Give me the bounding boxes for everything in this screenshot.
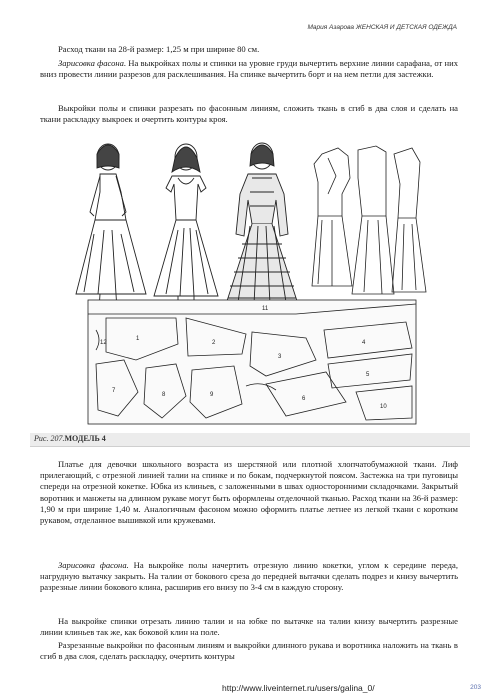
piece-number-11: 11 — [262, 306, 269, 312]
piece-number-3: 3 — [278, 354, 282, 360]
sketch-instructions-2 — [40, 560, 458, 594]
piece-number-1: 1 — [136, 336, 140, 342]
sketch-text-1: На выкройках полы и спинки на уровне груди вычертить верхние линии сарафана, от них вниз провести линии разрезов для расклешивания. На спинке вычертить борт и на нем петли для застежки. — [40, 58, 458, 80]
sketch-lead-1: Зарисовка фасона. — [58, 58, 127, 68]
girl-in-sarafan-figure — [76, 144, 146, 310]
dress-description — [40, 459, 458, 526]
piece-number-6: 6 — [302, 396, 306, 402]
running-header: Мария Азарова ЖЕНСКАЯ И ДЕТСКАЯ ОДЕЖДА — [307, 24, 457, 31]
piece-number-8: 8 — [162, 392, 166, 398]
caption-model: МОДЕЛЬ 4 — [64, 434, 106, 443]
dress-sketches-and-pattern-layout — [66, 134, 441, 428]
body-paragraph-3: На выкройке спинки отрезать линию талии и на юбке по вытачке на талии книзу вычертить разрезные линии клиньев так же, как боковой клин на поле. — [40, 616, 458, 638]
piece-number-12: 12 — [100, 340, 107, 346]
fabric-cutting-layout — [88, 300, 416, 424]
bodice-and-skirt-draft-pieces — [312, 146, 426, 294]
piece-number-5: 5 — [366, 372, 370, 378]
sketch-lead-2: Зарисовка фасона. — [58, 560, 129, 570]
piece-number-10: 10 — [380, 404, 387, 410]
piece-number-9: 9 — [210, 392, 214, 398]
caption-prefix: Рис. 207. — [34, 434, 65, 443]
body-paragraph-1: Платье для девочки школьного возраста из шерстяной или плотной хлопчатобумажной ткани. Лиф прилегающий, с отрезной линией талии на спинке и по бокам, подчеркнутой поясом. Застежка на три пуговицы спереди на отрезной кокетке. Юбка из клиньев, с заложенными в швах односторонними складочками. Закрытый воротник и манжеты на длинном рукаве могут быть оформлены отделочной тканью. Расход ткани на 36-й размер: 1,90 м при ширине 1,40 м. Аналогичным фасоном можно оформить платье летнее из легкой ткани с коротким рукавом, отделанное вышивкой или кружевами. — [40, 459, 458, 526]
layout-instructions — [40, 640, 458, 662]
sketch-instructions-1 — [40, 58, 458, 80]
fabric-consumption-text — [40, 44, 458, 55]
body-paragraph-4: Разрезанные выкройки по фасонным линиям и выкройки длинного рукава и воротника наложить на ткань в сгиб в два слоя, сделать раскладку, очертить контуры — [40, 640, 458, 662]
cutting-instructions-1 — [40, 103, 458, 125]
piece-number-4: 4 — [362, 340, 366, 346]
sketch-text-2: На выкройке полы начертить отрезную линию кокетки, углом к середине переда, нагрудную вытачку закрыть. На талии от бокового среза до передней вытачки сделать подрез и книзу вычертить разрезные линии бокового клина, расширив его внизу по 3-4 см в каждую сторону. — [40, 560, 458, 593]
figure-caption-bar — [30, 433, 470, 447]
piece-number-2: 2 — [212, 340, 216, 346]
girl-in-plaid-dress-figure — [226, 143, 298, 320]
girl-in-short-sleeve-dress-figure — [154, 144, 218, 312]
top-paragraph-1: Расход ткани на 28-й размер: 1,25 м при ширине 80 см. — [58, 44, 260, 54]
top-paragraph-3: Выкройки полы и спинки разрезать по фасонным линиям, сложить ткань в сгиб в два слоя и сделать на ткани раскладку выкроек и очертить контуры кроя. — [40, 103, 458, 125]
page-number: 203 — [470, 684, 481, 691]
back-pattern-instructions — [40, 616, 458, 638]
piece-number-7: 7 — [112, 388, 116, 394]
source-link[interactable]: http://www.liveinternet.ru/users/galina_0/ — [222, 683, 375, 693]
figure-caption — [34, 434, 106, 443]
